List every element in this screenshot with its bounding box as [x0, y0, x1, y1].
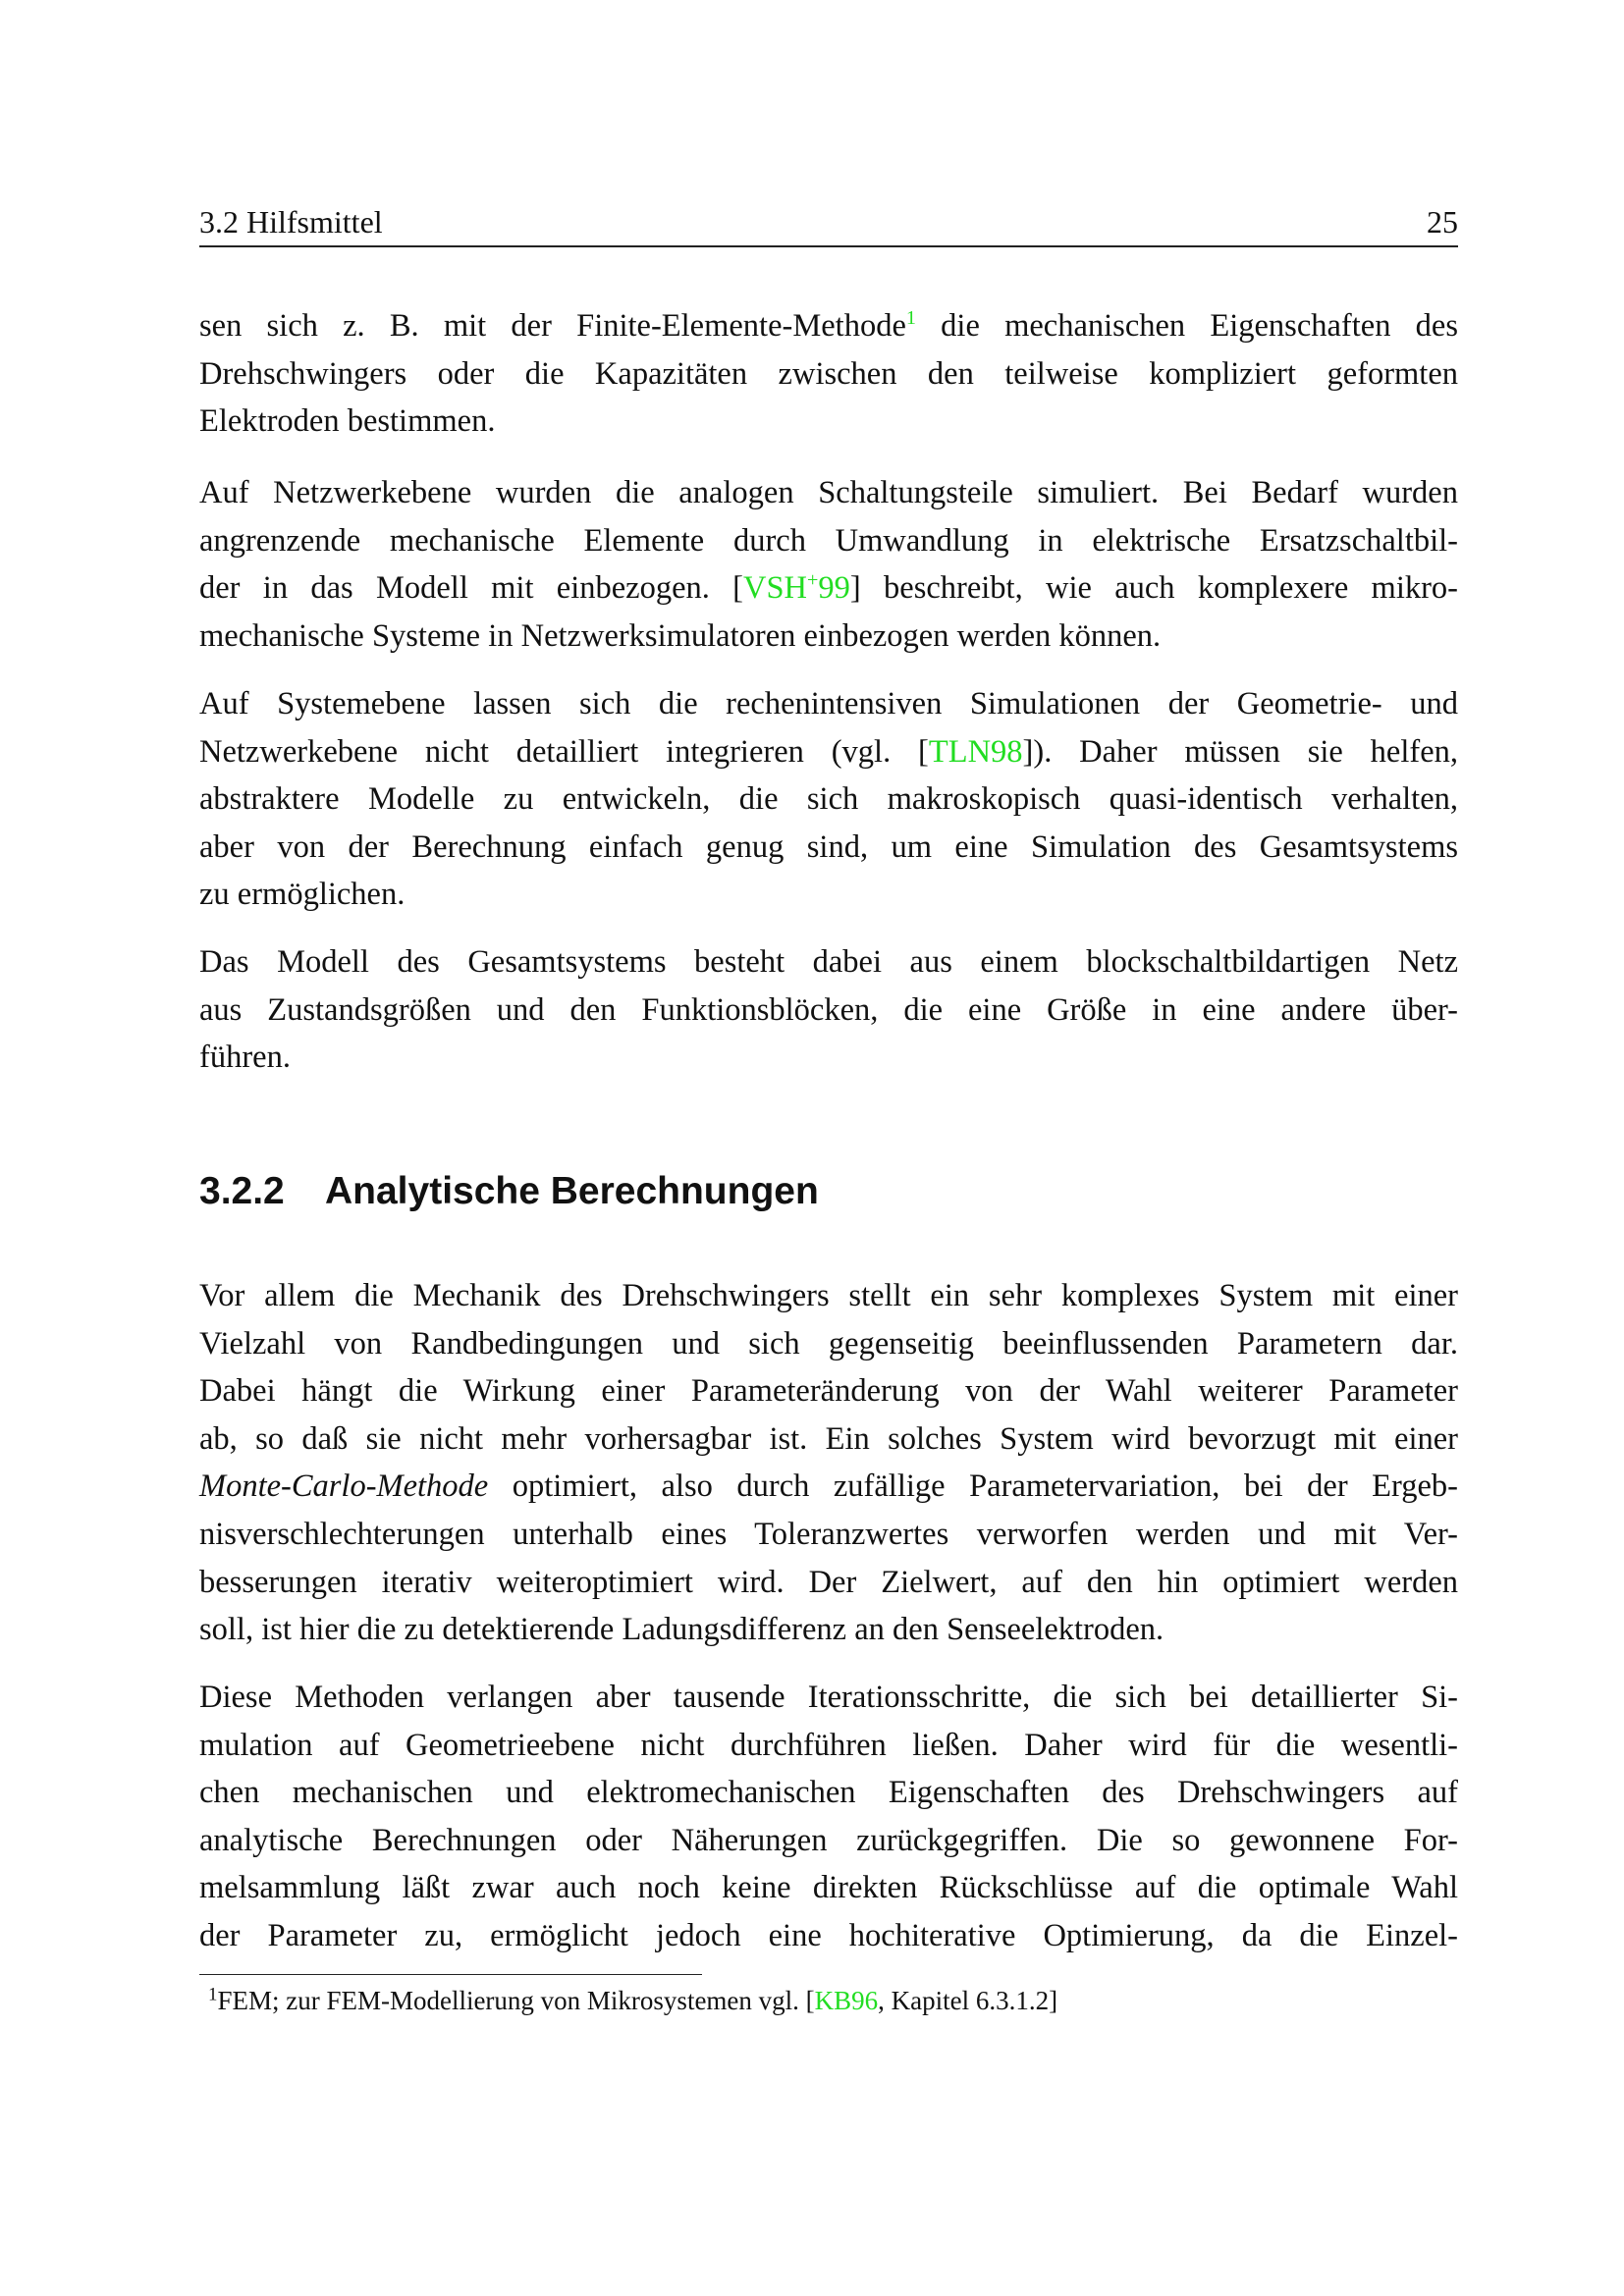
text-line [199, 564, 1458, 613]
text-run: ] beschreibt, wie auch komplexere mikro- [849, 570, 1459, 607]
text-run: besserungen iterativ weiteroptimiert wird. Der Zielwert, auf den hin optimiert werden [199, 1564, 1458, 1600]
text-line [199, 680, 1458, 728]
text-line [199, 871, 1458, 919]
text-line [199, 1559, 1458, 1607]
text-line [199, 302, 1458, 350]
text-run: analytische Berechnungen oder Näherungen zurückgegriffen. Die so gewonnene For- [199, 1822, 1458, 1858]
text-line [199, 1320, 1458, 1368]
footnote-text: FEM; zur FEM-Modellierung von Mikrosystemen vgl. [ [217, 1986, 815, 2015]
paragraph [199, 1272, 1458, 1654]
text-line [199, 938, 1458, 987]
running-header [199, 204, 1458, 240]
text-run: die mechanischen Eigenschaften des [915, 308, 1458, 344]
text-run: sen sich z. B. mit der Finite-Elemente-Methode [199, 308, 906, 344]
footnote [208, 1986, 1057, 2016]
text-run: Netzwerkebene nicht detailliert integrieren (vgl. [ [199, 733, 929, 770]
footnote-rule [199, 1974, 702, 1975]
text-run: aus Zustandsgrößen und den Funktionsblöcken, die eine Größe in eine andere über- [199, 991, 1458, 1028]
text-line [199, 824, 1458, 872]
text-line [199, 1415, 1458, 1464]
text-line [199, 987, 1458, 1035]
header-rule [199, 245, 1458, 247]
text-run: Diese Methoden verlangen aber tausende Iterationsschritte, die sich bei detaillierter Si- [199, 1680, 1458, 1715]
text-line [199, 1912, 1458, 1960]
text-run: Vor allem die Mechanik des Drehschwingers stellt ein sehr komplexes System mit einer [199, 1278, 1458, 1313]
emphasized-term: Monte-Carlo-Methode [199, 1468, 489, 1505]
text-line [199, 350, 1458, 399]
text-run: ab, so daß sie nicht mehr vorhersagbar ist. Ein solches System wird bevorzugt mit einer [199, 1420, 1458, 1457]
text-line [199, 1769, 1458, 1817]
text-run: mulation auf Geometrieebene nicht durchführen ließen. Daher wird für die wesentli- [199, 1727, 1458, 1763]
text-line [199, 1463, 1458, 1511]
text-run: soll, ist hier die zu detektierende Ladungsdifferenz an den Senseelektroden. [199, 1612, 1164, 1648]
text-line [199, 469, 1458, 517]
text-run: nisverschlechterungen unterhalb eines Toleranzwertes verworfen werden und mit Ver- [199, 1516, 1458, 1552]
text-run: aber von der Berechnung einfach genug sind, um eine Simulation des Gesamtsystems [199, 828, 1458, 865]
section-number: 3.2.2 [199, 1170, 285, 1212]
text-run: führen. [199, 1040, 291, 1076]
text-line [199, 517, 1458, 565]
section-heading [199, 1170, 819, 1213]
text-line [199, 1511, 1458, 1559]
text-line [199, 728, 1458, 776]
text-run: melsammlung läßt zwar auch noch keine direkten Rückschlüsse auf die optimale Wahl [199, 1870, 1458, 1906]
paragraph [199, 302, 1458, 446]
text-run: Das Modell des Gesamtsystems besteht dabei aus einem blockschaltbildartigen Netz [199, 944, 1458, 980]
text-run: abstraktere Modelle zu entwickeln, die sich makroskopisch quasi-identisch verhalten, [199, 781, 1458, 818]
text-line [199, 1817, 1458, 1865]
text-run: der Parameter zu, ermöglicht jedoch eine hochiterative Optimierung, da die Einzel- [199, 1917, 1458, 1953]
text-run: angrenzende mechanische Elemente durch Umwandlung in elektrische Ersatzschaltbil- [199, 522, 1458, 559]
page-number: 25 [1427, 204, 1458, 240]
text-line [199, 1272, 1458, 1320]
header-section-title: 3.2 Hilfsmittel [199, 204, 383, 240]
text-run: Drehschwingers oder die Kapazitäten zwischen den teilweise kompliziert geformten [199, 355, 1458, 392]
paragraph [199, 1674, 1458, 1960]
text-run: Auf Netzwerkebene wurden die analogen Schaltungsteile simuliert. Bei Bedarf wurden [199, 475, 1458, 510]
citation-link[interactable]: TLN98 [928, 733, 1023, 770]
text-run: Auf Systemebene lassen sich die rechenintensiven Simulationen der Geometrie- und [199, 686, 1458, 721]
text-line [199, 1034, 1458, 1082]
text-line [199, 1864, 1458, 1912]
footnote-mark: 1 [208, 1984, 218, 2005]
text-run: ]). Daher müssen sie helfen, [1022, 733, 1458, 770]
text-run: mechanische Systeme in Netzwerksimulatoren einbezogen werden können. [199, 617, 1162, 654]
text-run: Dabei hängt die Wirkung einer Parameteränderung von der Wahl weiterer Parameter [199, 1373, 1458, 1410]
paragraph [199, 680, 1458, 919]
text-run: zu ermöglichen. [199, 877, 406, 913]
text-run: Elektroden bestimmen. [199, 403, 496, 440]
text-run: der in das Modell mit einbezogen. [ [199, 570, 744, 607]
text-run: optimiert, also durch zufällige Parametervariation, bei der Ergeb- [488, 1468, 1458, 1505]
footnote-text-end: , Kapitel 6.3.1.2] [878, 1986, 1058, 2015]
text-run: Vielzahl von Randbedingungen und sich gegenseitig beeinflussenden Parametern dar. [199, 1325, 1458, 1362]
citation-superscript: + [807, 569, 819, 592]
paragraph [199, 938, 1458, 1082]
footnote-ref-link[interactable]: 1 [905, 306, 916, 329]
paragraph [199, 469, 1458, 660]
section-title: Analytische Berechnungen [325, 1170, 819, 1212]
text-line [199, 1606, 1458, 1654]
text-line [199, 1674, 1458, 1722]
text-line [199, 398, 1458, 446]
text-line [199, 1722, 1458, 1770]
citation-link[interactable]: KB96 [814, 1986, 879, 2015]
text-line [199, 775, 1458, 824]
text-run: chen mechanischen und elektromechanischen Eigenschaften des Drehschwingers auf [199, 1775, 1458, 1811]
text-line [199, 1367, 1458, 1415]
citation-link[interactable]: VSH+99 [743, 569, 850, 607]
text-line [199, 613, 1458, 661]
